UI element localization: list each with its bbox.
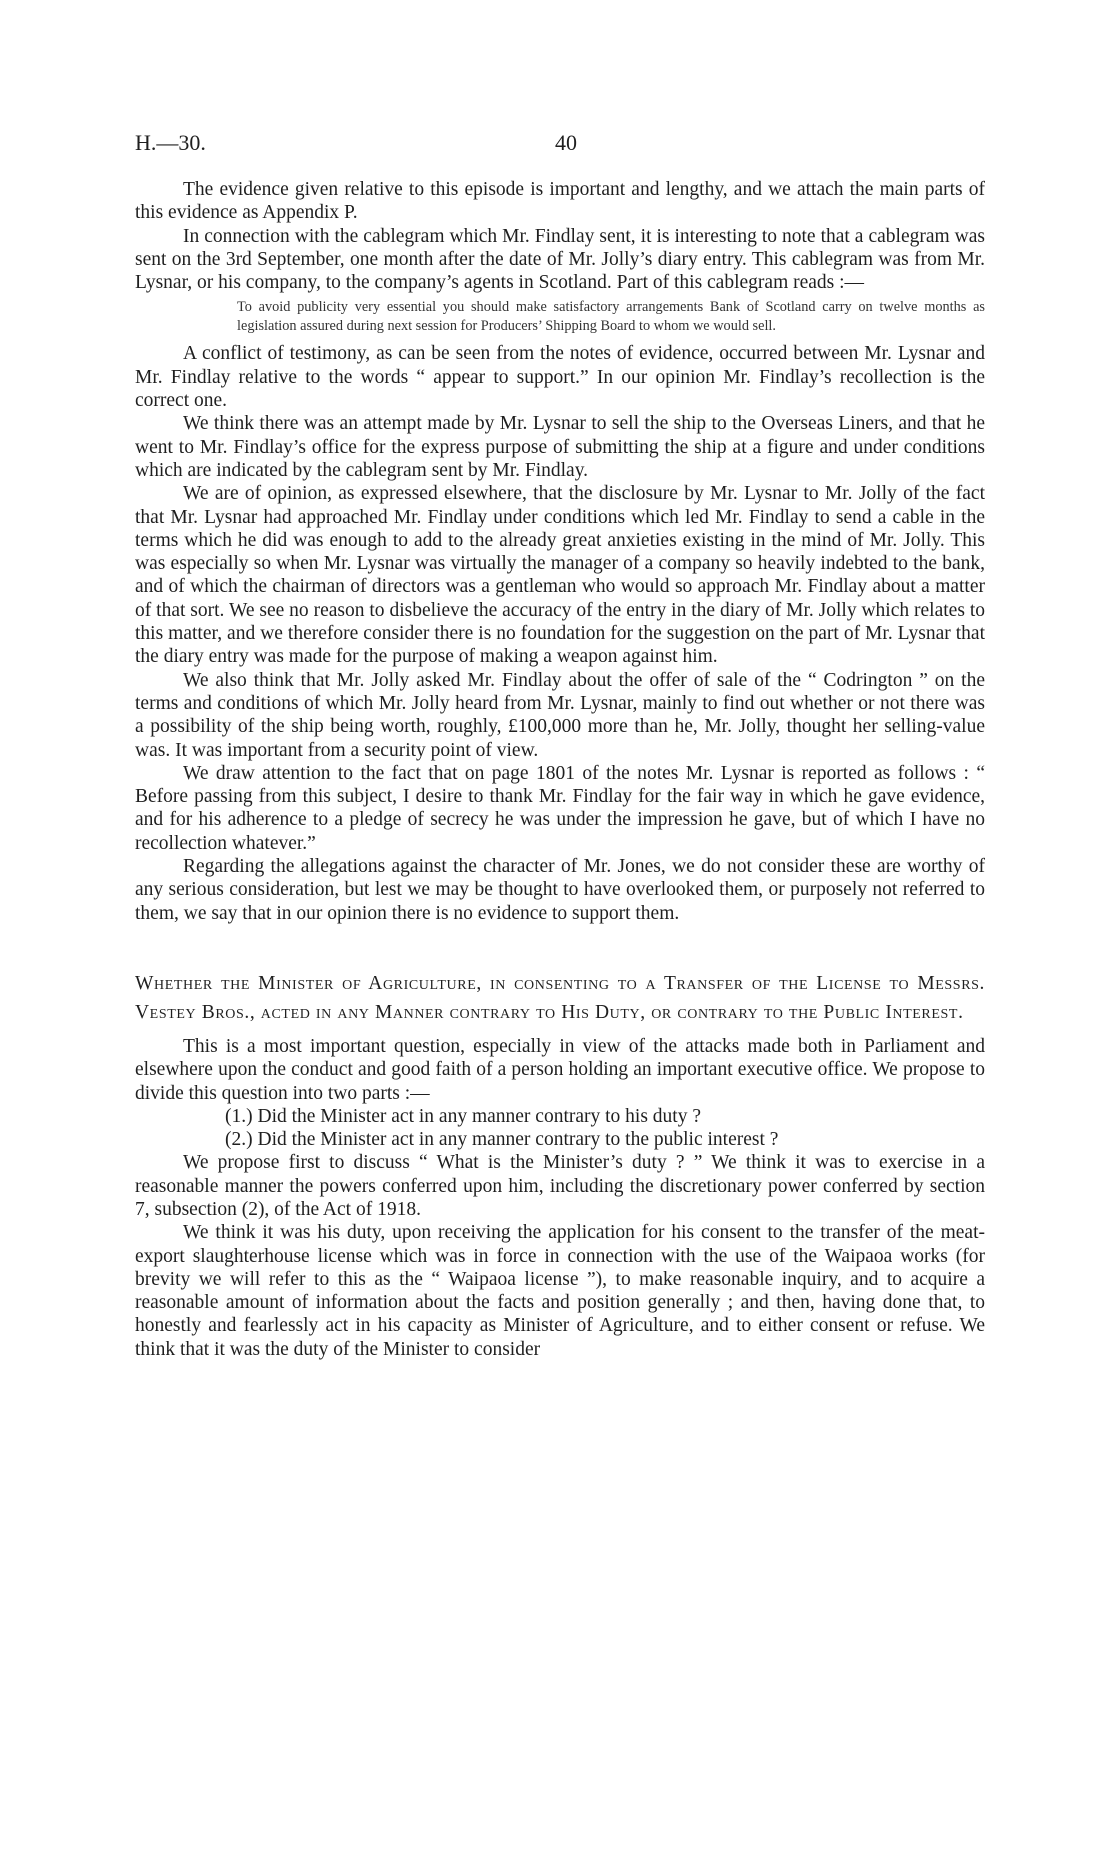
section-heading [135,969,985,1027]
paragraph: The evidence given relative to this episode is important and lengthy, and we attach the main parts of this evidence as Appendix P. [135,179,985,224]
paragraph: We think there was an attempt made by Mr. Lysnar to sell the ship to the Overseas Liners, and that he went to Mr. Findlay’s office for the express purpose of submitting the ship at a figure and under conditions which are indicated by the cablegram sent by Mr. Findlay. [135,413,985,481]
cablegram-quote: To avoid publicity very essential you should make satisfactory arrangements Bank of Scotland carry on twelve months as legislation assured during next session for Producers’ Shipping Board to whom we would sell. [237,299,985,335]
paragraph: We draw attention to the fact that on page 1801 of the notes Mr. Lysnar is reported as follows : “ Before passing from this subject, I desire to thank Mr. Findlay for the fair way in which he gave evidence, and for his adherence to a pledge of secrecy he was under the impression he gave, but of which I have no recollection whatever.” [135,762,985,854]
paragraph: We also think that Mr. Jolly asked Mr. Findlay about the offer of sale of the “ Codrington ” on the terms and conditions of which Mr. Jolly heard from Mr. Lysnar, mainly to find out whether or not there was a possibility of the ship being worth, roughly, £100,000 more than he, Mr. Jolly, thought her selling-value was. It was important from a security point of view. [135,669,985,761]
page-body [135,178,985,1361]
paragraph: A conflict of testimony, as can be seen from the notes of evidence, occurred between Mr. Lysnar and Mr. Findlay relative to the words “ appear to support.” In our opinion Mr. Findlay’s recollection is the correct one. [135,343,985,412]
document-reference: H.—30. [135,130,206,155]
paragraph: In connection with the cablegram which Mr. Findlay sent, it is interesting to note that a cablegram was sent on the 3rd September, one month after the date of Mr. Jolly’s diary entry. This cablegram was from Mr. Lysnar, or his company, to the company’s agents in Scotland. Part of this cablegram reads :— [135,225,985,294]
paragraph: This is a most important question, especially in view of the attacks made both in Parliament and elsewhere upon the conduct and good faith of a person holding an important executive office. We propose to divide this question into two parts :— [135,1035,985,1104]
list-item: (2.) Did the Minister act in any manner contrary to the public interest ? [225,1129,779,1151]
paragraph: Regarding the allegations against the character of Mr. Jones, we do not consider these are worthy of any serious consideration, but lest we may be thought to have overlooked them, or purposely not referred to them, we say that in our opinion there is no evidence to support them. [135,856,985,924]
paragraph: We are of opinion, as expressed elsewhere, that the disclosure by Mr. Lysnar to Mr. Jolly of the fact that Mr. Lysnar had approached Mr. Findlay under conditions which led Mr. Findlay to send a cable in the terms which he did was enough to add to the already great anxieties existing in the mind of Mr. Jolly. This was especially so when Mr. Lysnar was virtually the manager of a company so heavily indebted to the bank, and of which the chairman of directors was a gentleman who would so approach Mr. Findlay about a matter of that sort. We see no reason to disbelieve the accuracy of the entry in the diary of Mr. Jolly which relates to this matter, and we therefore consider there is no foundation for the suggestion on the part of Mr. Lysnar that the diary entry was made for the purpose of making a weapon against him. [135,483,985,668]
paragraph: We think it was his duty, upon receiving the application for his consent to the transfer of the meat-export slaughterhouse license which was in force in connection with the use of the Waipaoa works (for brevity we will refer to this as the “ Waipaoa license ”), to make reasonable inquiry, and to acquire a reasonable amount of information about the facts and position generally ; and then, having done that, to honestly and fearlessly act in his capacity as Minister of Agriculture, and to either consent or refuse. We think that it was the duty of the Minister to consider [135,1222,985,1360]
list-item: (1.) Did the Minister act in any manner contrary to his duty ? [225,1105,701,1127]
page-header [135,130,985,160]
paragraph: We propose first to discuss “ What is the Minister’s duty ? ” We think it was to exercise in a reasonable manner the powers conferred upon him, including the discretionary power conferred by section 7, subsection (2), of the Act of 1918. [135,1152,985,1220]
page-number: 40 [555,130,577,155]
section-heading-text: Whether the Minister of Agriculture, in consenting to a Transfer of the License to Messrs. Vestey Bros., acted in any Manner contrary to His Duty, or contrary to the Public Interest. [135,972,985,1023]
